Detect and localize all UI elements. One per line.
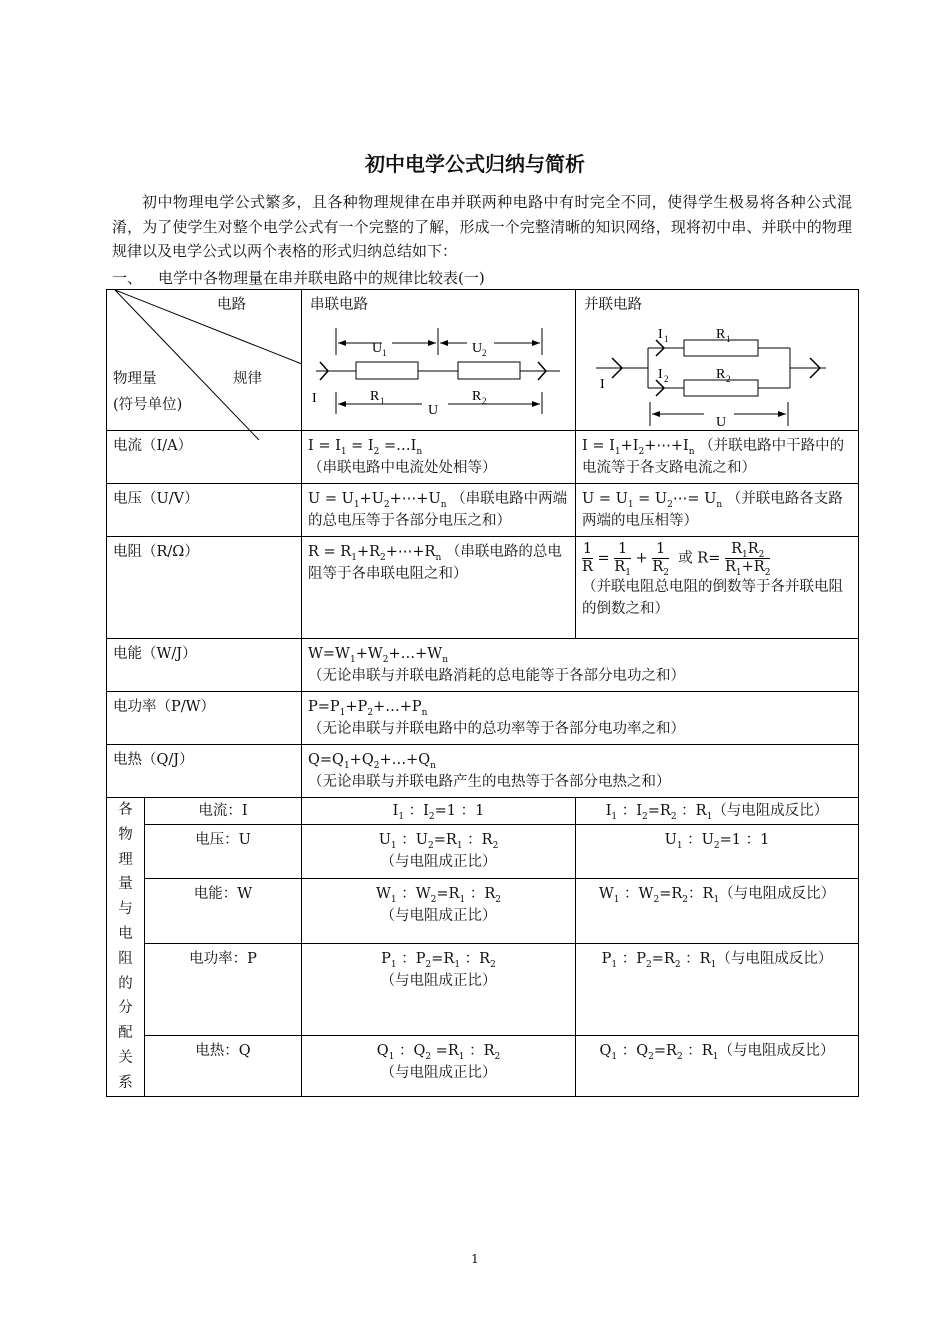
series-u1-label: U (372, 341, 383, 356)
section-number: 一、 (112, 269, 143, 287)
current-series-cell (302, 431, 576, 484)
dist-current-parallel: $I_1$ ：$I_2=R_2$ ：$R_1$（与电阻成反比） (576, 798, 859, 825)
parallel-title: 并联电路 (584, 297, 642, 313)
dist-energy-label: 电能：W (145, 879, 302, 944)
current-parallel-note: （并联电路中干路中的电流等于各支路电流之和） (582, 438, 845, 476)
series-u1-sub: 1 (382, 348, 387, 358)
resistance-series-cell (302, 537, 576, 639)
dist-voltage-label: 电压：U (145, 825, 302, 879)
parallel-r2-sub: 2 (726, 374, 731, 384)
resistance-label: 电阻（R/Ω） (107, 537, 302, 639)
current-series-note: （串联电路中电流处处相等） (308, 460, 497, 476)
heat-note: （无论串联与并联电路产生的电热等于各部分电热之和） (308, 774, 671, 790)
parallel-circuit-diagram (576, 290, 859, 438)
dist-power-parallel: $P_1$ ：$P_2=R_2$ ：$R_1$（与电阻成反比） (576, 944, 859, 1035)
voltage-parallel-cell (576, 484, 859, 537)
dist-energy-parallel: $W_1$ ：$W_2=R_2$：$R_1$（与电阻成反比） (576, 879, 859, 944)
series-r2-label: R (472, 389, 482, 404)
page-title: 初中电学公式归纳与简析 (365, 152, 585, 176)
parallel-header-cell (576, 290, 859, 431)
resistance-series-note: （串联电路的总电阻等于各串联电阻之和） (308, 544, 562, 582)
voltage-label: 电压（U/V） (107, 484, 302, 537)
energy-formula: $W=W_1+W_2+\dots+W_n$ (308, 646, 448, 665)
dist-power-series: $P_1$ ：$P_2=R_1$ ：$R_2$ （与电阻成正比） (302, 944, 576, 1035)
dist-heat-label: 电热：Q (145, 1035, 302, 1096)
parallel-r2-label: R (716, 367, 726, 382)
resistance-parallel-cell (576, 537, 859, 639)
dist-heat-parallel: $Q_1$ ：$Q_2=R_2$ ：$R_1$（与电阻成反比） (576, 1035, 859, 1096)
power-note: （无论串联与并联电路中的总功率等于各部分电功率之和） (308, 721, 685, 737)
series-i-label: I (312, 391, 317, 406)
series-circuit-diagram (302, 290, 576, 438)
series-u-total: U (428, 403, 439, 418)
comparison-table (106, 289, 859, 1097)
dist-current-label: 电流：I (145, 798, 302, 825)
energy-label: 电能（W/J） (107, 639, 302, 692)
voltage-parallel-formula: $U = U_1$ = $U_2\cdots= U_n$ (582, 491, 723, 510)
current-label: 电流（I/A） (107, 431, 302, 484)
series-r1-sub: 1 (380, 396, 385, 406)
series-u2-sub: 2 (482, 348, 487, 358)
header-circuit: 电路 (217, 297, 246, 313)
parallel-r1-sub: 1 (726, 334, 731, 344)
current-parallel-formula: $I = I_1+I_2+\cdots+I_n$ (582, 438, 695, 457)
resistance-or: 或 (678, 550, 693, 567)
power-cell (302, 692, 859, 745)
current-parallel-cell (576, 431, 859, 484)
section-title: 电学中各物理量在串并联电路中的规律比较表(一) (158, 269, 485, 287)
current-series-formula: $I = I_1 = I_2$ $=\dots I_n$ (308, 438, 423, 457)
voltage-series-note: （串联电路中两端的总电压等于各部分电压之和） (308, 491, 568, 529)
distribution-side-label: 各 物 理 量 与 电 阻 的 分 配 关 系 (107, 798, 145, 1097)
parallel-i1-sub: 1 (664, 334, 669, 344)
dist-energy-series: $W_1$ ：$W_2=R_1$ ：$R_2$ （与电阻成正比） (302, 879, 576, 944)
voltage-parallel-note: （并联电路各支路两端的电压相等） (582, 491, 843, 529)
dist-current-series: $I_1$ ：$I_2=1$ ：1 (302, 798, 576, 825)
intro-paragraph: 初中物理电学公式繁多，且各种物理规律在串并联两种电路中有时完全不同，使得学生极易将各种公式混淆，为了使学生对整个电学公式有一个完整的了解，形成一个完整清晰的知识网络，现将初中串、并联中的物理规律以及电学公式以两个表格的形式归纳总结如下： (112, 193, 852, 260)
power-label: 电功率（P/W） (107, 692, 302, 745)
heat-formula: $Q=Q_1+Q_2+\dots+Q_n$ (308, 752, 436, 771)
header-rule: 规律 (233, 371, 262, 387)
parallel-i1-label: I (658, 327, 663, 342)
resistance-series-formula: $R = R_1+R_2+\cdots+R_n$ (308, 544, 442, 563)
parallel-i-label: I (600, 377, 605, 392)
series-r2-sub: 2 (482, 396, 487, 406)
series-r1-label: R (370, 389, 380, 404)
heat-cell (302, 745, 859, 798)
parallel-u-total: U (716, 415, 727, 430)
resistance-parallel-formula: $\frac{1}{R}$ = $\frac{1}{R_1}$ + $\frac{1}{R_2}$ 或 R= $\frac{R_1R_2}{R_1+R_2}$ (582, 541, 771, 578)
dist-voltage-series: $U_1$ ：$U_2=R_1$ ：$R_2$ （与电阻成正比） (302, 825, 576, 879)
header-unit: (符号单位) (113, 397, 183, 413)
diagonal-lines (107, 290, 302, 440)
page-number: 1 (471, 1252, 479, 1266)
voltage-series-cell (302, 484, 576, 537)
voltage-series-formula: $U = U_1+U_2+\cdots+U_n$ (308, 491, 447, 510)
energy-note: （无论串联与并联电路消耗的总电能等于各部分电功之和） (308, 668, 685, 684)
heat-label: 电热（Q/J） (107, 745, 302, 798)
series-header-cell (302, 290, 576, 431)
dist-voltage-parallel: $U_1$ ：$U_2=1$ ：1 (576, 825, 859, 879)
energy-cell (302, 639, 859, 692)
series-title: 串联电路 (310, 297, 368, 313)
resistance-parallel-note: （并联电阻总电阻的倒数等于各并联电阻的倒数之和） (582, 579, 843, 617)
parallel-i2-sub: 2 (664, 374, 669, 384)
series-u2-label: U (472, 341, 483, 356)
parallel-i2-label: I (658, 367, 663, 382)
power-formula: $P=P_1+P_2+\dots+P_n$ (308, 699, 428, 718)
dist-heat-series: $Q_1$ ：$Q_2 =R_1$ ：$R_2$ （与电阻成正比） (302, 1035, 576, 1096)
header-quantity: 物理量 (113, 371, 157, 387)
header-diagonal-cell (107, 290, 302, 431)
section-heading (112, 267, 485, 288)
parallel-r1-label: R (716, 327, 726, 342)
dist-power-label: 电功率：P (145, 944, 302, 1035)
